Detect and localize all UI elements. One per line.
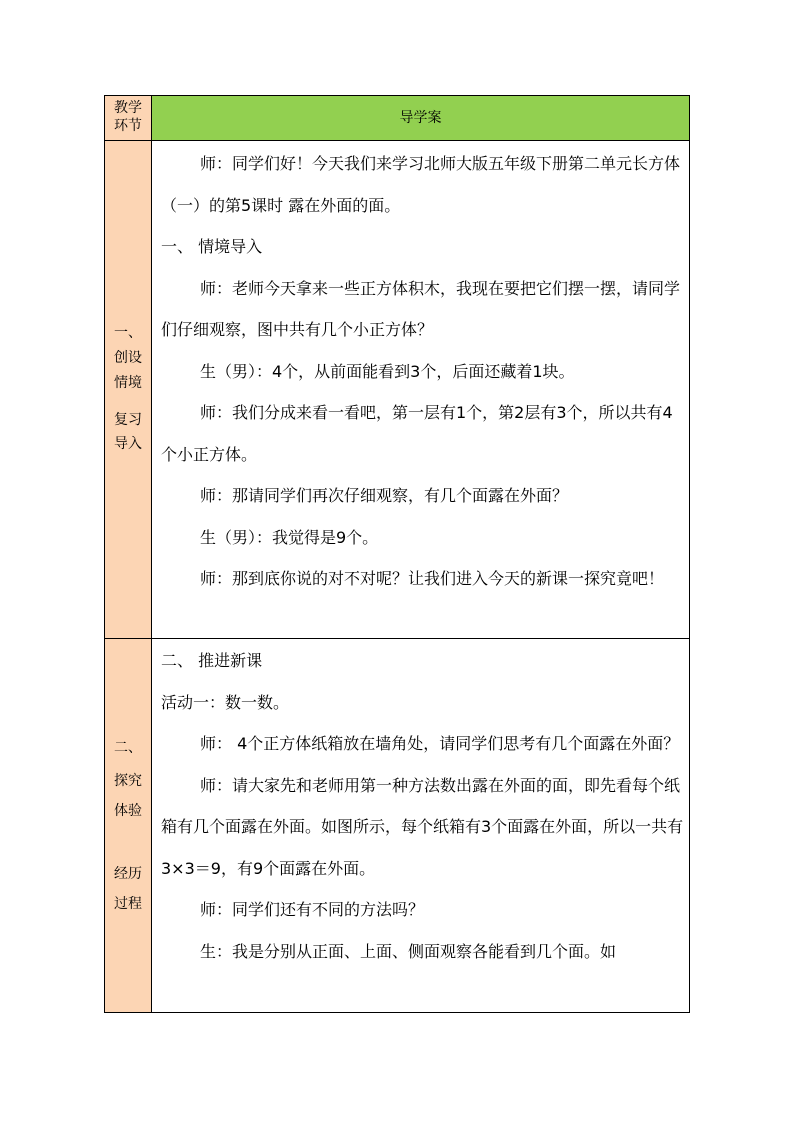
header-plan-cell [152,96,689,140]
header-divider [105,140,689,141]
section1-paragraph: 师：我们分成来看一看吧，第一层有1个，第2层有3个，所以共有4个小正方体。 [161,403,673,464]
section1-label-5: 导入 [114,436,142,452]
header-stage-line2: 环节 [114,118,142,134]
section2-label-2: 探究 [114,773,142,789]
section2-content [161,640,684,972]
section1-paragraph: 生（男）：我觉得是9个。 [200,527,379,547]
section1-paragraph: 师：同学们好！今天我们来学习北师大版五年级下册第二单元长方体（一）的第5课时 露在外面的面。 [161,154,681,215]
section1-paragraph: 师：老师今天拿来一些正方体积木，我现在要把它们摆一摆，请同学们仔细观察，图中共有几个小正方体？ [161,278,681,339]
section2-paragraph: 生：我是分别从正面、上面、侧面观察各能看到几个面。如 [200,941,617,961]
section2-label-1: 二、 [114,740,142,756]
section2-activity: 活动一：数一数。 [161,692,290,712]
section2-label-3: 体验 [114,803,142,819]
section1-paragraph: 师：那到底你说的对不对呢？让我们进入今天的新课一探究竟吧！ [200,569,665,588]
section2-label-4: 经历 [114,866,142,882]
section1-label-3: 情境 [114,375,142,391]
section1-content [161,143,684,600]
section1-label-1: 一、 [114,325,142,341]
section1-paragraph: 师：那请同学们再次仔细观察，有几个面露在外面？ [200,486,569,505]
column-divider [151,96,152,1012]
section2-stage-cell [105,639,151,1012]
header-plan-title: 导学案 [399,110,442,126]
section1-label-4: 复习 [114,412,142,428]
section2-paragraph: 师：请大家先和老师用第一种方法数出露在外面的面，即先看每个纸箱有几个面露在外面。如图所示，每个纸箱有3个面露在外面，所以一共有3×3＝9，有9个面露在外面。 [161,775,684,878]
section2-paragraph: 师： 4个正方体纸箱放在墙角处，请同学们思考有几个面露在外面？ [200,734,680,753]
section1-heading: 一、 情境导入 [161,237,263,256]
section1-paragraph: 生（男）：4个，从前面能看到3个，后面还藏着1块。 [200,361,575,381]
section-divider [105,638,689,639]
header-stage-cell [105,96,151,140]
section2-label-5: 过程 [114,896,142,912]
header-stage-line1: 教学 [114,100,142,116]
section1-label-2: 创设 [114,350,142,366]
section2-paragraph: 师：同学们还有不同的方法吗？ [200,900,425,919]
section2-heading: 二、 推进新课 [161,651,263,670]
section1-stage-cell [105,141,151,638]
